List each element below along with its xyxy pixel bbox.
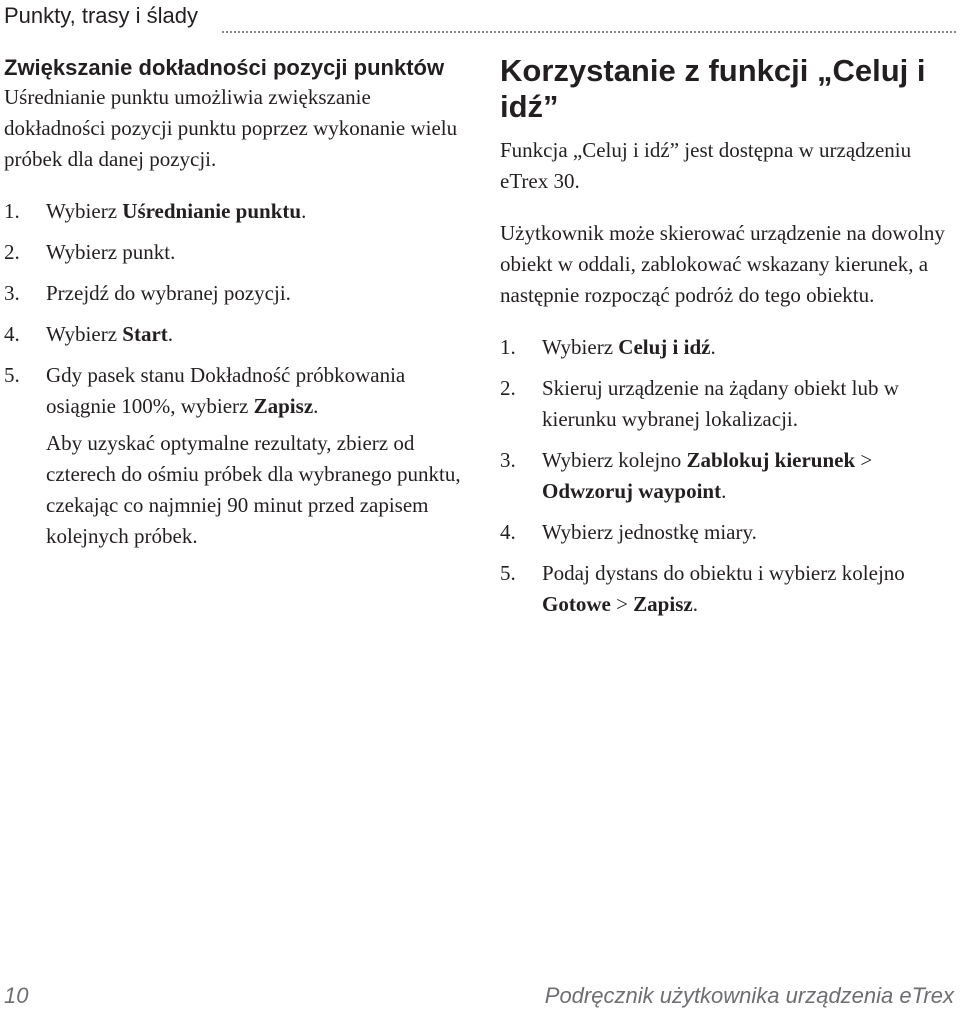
step-bold: Zapisz (633, 592, 693, 616)
right-column (500, 53, 956, 630)
step-text: Skieruj urządzenie na żądany obiekt lub w kierunku wybranej lokalizacji. (542, 376, 899, 431)
right-para-2: Użytkownik może skierować urządzenie na dowolny obiekt w oddali, zablokować wskazany kierunek, a następnie rozpocząć podróż do tego obiektu. (500, 221, 945, 307)
list-item (4, 278, 474, 309)
list-item (500, 332, 956, 363)
step-text: Wybierz punkt. (46, 240, 176, 264)
step-bold: Zablokuj kierunek (686, 448, 856, 472)
step-bold: Gotowe (542, 592, 611, 616)
step-number: 3. (4, 281, 20, 305)
list-item (4, 360, 474, 422)
step-bold: Uśrednianie punktu (122, 199, 302, 223)
list-item (500, 445, 956, 507)
step-text: Gdy pasek stanu Dokładność próbkowania osiągnie 100%, wybierz Zapisz. (46, 363, 406, 418)
list-item (4, 319, 474, 350)
step-text: Wybierz jednostkę miary. (542, 520, 757, 544)
left-intro: Uśrednianie punktu umożliwia zwiększanie dokładności pozycji punktu poprzez wykonanie wielu próbek dla danej pozycji. (4, 85, 458, 171)
step-number: 5. (4, 363, 20, 387)
step-text: Podaj dystans do obiektu i wybierz kolejno Gotowe > Zapisz. (542, 561, 905, 616)
step-text: Wybierz Celuj i idź. (542, 335, 716, 359)
list-item (500, 373, 956, 435)
step-number: 2. (500, 376, 516, 400)
step-bold: Celuj i idź (618, 335, 711, 359)
step-number: 2. (4, 240, 20, 264)
page-number: 10 (4, 983, 29, 1008)
step-number: 1. (4, 199, 20, 223)
step-text: Wybierz Uśrednianie punktu. (46, 199, 307, 223)
list-item (500, 558, 956, 620)
header-dotted-rule (222, 31, 956, 33)
list-item (500, 517, 956, 548)
note-text: Aby uzyskać optymalne rezultaty, zbierz od czterech do ośmiu próbek dla wybranego punktu, czekając co najmniej 90 minut przed zapisem kolejnych próbek. (46, 431, 461, 548)
step-number: 4. (4, 322, 20, 346)
list-item (4, 237, 474, 268)
section-title: Punkty, trasy i ślady (4, 3, 198, 28)
step-text: Wybierz kolejno Zablokuj kierunek > Odwzoruj waypoint. (542, 448, 873, 503)
step-bold: Start (122, 322, 168, 346)
page-header (4, 0, 956, 36)
step-bold: Zapisz (253, 394, 314, 418)
manual-title: Podręcznik użytkownika urządzenia eTrex (544, 983, 954, 1008)
step-text: Przejdź do wybranej pozycji. (46, 281, 291, 305)
step-number: 4. (500, 520, 516, 544)
right-heading: Korzystanie z funkcji „Celuj i idź” (500, 53, 926, 124)
left-heading: Zwiększanie dokładności pozycji punktów (4, 55, 445, 80)
left-steps-list (4, 196, 474, 422)
right-para-1: Funkcja „Celuj i idź” jest dostępna w urządzeniu eTrex 30. (500, 138, 912, 193)
step-number: 3. (500, 448, 516, 472)
step-number: 5. (500, 561, 516, 585)
step-number: 1. (500, 335, 516, 359)
step-bold: Odwzoruj waypoint (542, 479, 722, 503)
list-item (4, 196, 474, 227)
left-column (4, 53, 474, 552)
right-steps-list (500, 332, 956, 620)
step-text: Wybierz Start. (46, 322, 174, 346)
